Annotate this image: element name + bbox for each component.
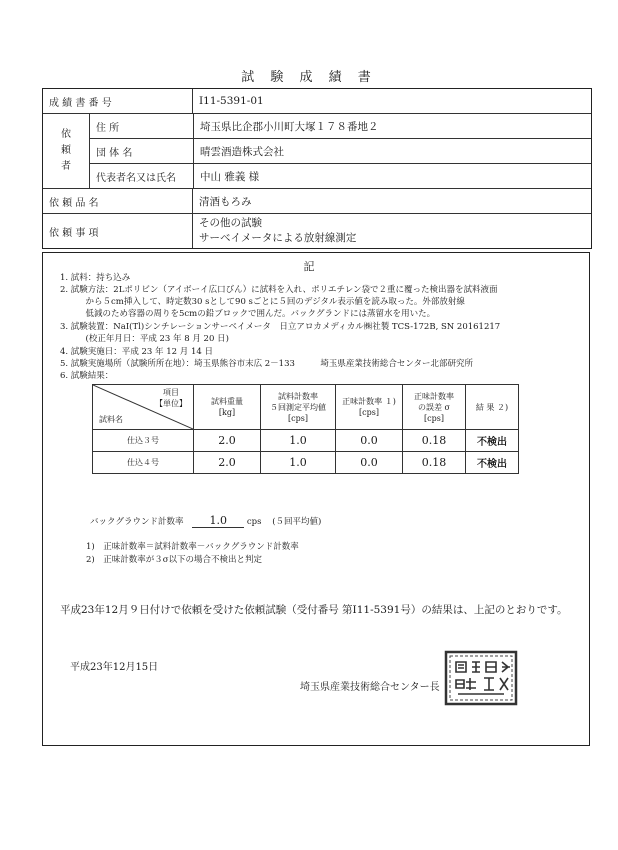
report-number-value: I11-5391-01 [199,95,264,107]
item-row [43,189,591,214]
row-2-result: 不検出 [466,452,519,474]
diag-item-label: 項目 [163,388,179,397]
org-row [90,139,591,164]
matter-label: 依 頼 事 項 [43,214,193,248]
row-1-rate: 1.0 [261,430,336,452]
row-1-net: 0.0 [336,430,403,452]
row-1-error: 0.18 [403,430,466,452]
report-number-label: 成 績 書 番 号 [43,89,193,113]
org-label: 団 体 名 [90,139,194,163]
item-2-line2: から５cm挿入して、時定数30 sとして90 sごとに５回のデジタル表示値を読み取った。外部放射線 [60,297,465,307]
item-5: 5. 試験実施場所（試験所所在地）：埼玉県熊谷市末広 2－133 埼玉県産業技術総合センター北部研究所 [60,359,474,369]
results-header-row [93,385,519,430]
diag-sample-label: 試料名 [99,415,123,424]
header-weight: 試料重量 [kg] [194,385,261,430]
background-unit: cps [246,517,262,527]
address-row [90,114,591,139]
row-1-weight: 2.0 [194,430,261,452]
table-row [93,452,519,474]
background-note: (５回平均値) [272,517,322,527]
matter-row [43,214,591,248]
row-1-name: 仕込３号 [93,430,194,452]
ki-heading: 記 [303,260,315,273]
background-line [90,514,321,528]
footnote-1: 1) 正味計数率＝試料計数率－バックグラウンド計数率 [86,542,299,552]
conclusion-text: 平成23年12月９日付けで依頼を受けた依頼試験（受付番号 第I11-5391号）の結果は、上記のとおりです。 [60,604,568,616]
item-3-line1: 3. 試験装置：NaI(Tl)シンチレーションサーベイメータ 日立アロカメディカル㈱社製 TCS-172B, SN 20161217 [60,322,501,332]
row-1-result: 不検出 [466,430,519,452]
header-error: 正味計数率 の誤差 σ [cps] [403,385,466,430]
row-2-name: 仕込４号 [93,452,194,474]
row-2-rate: 1.0 [261,452,336,474]
address-label: 住 所 [90,114,194,138]
row-2-error: 0.18 [403,452,466,474]
item-2-line1: 2. 試験方法：2Lポリビン（アイボーイ広口びん）に試料を入れ、ポリエチレン袋で２重に覆った検出器を試料液面 [60,285,498,295]
header-result: 結 果 ２) [466,385,519,430]
requester-label: 依 頼 者 [43,114,90,188]
row-2-net: 0.0 [336,452,403,474]
rep-label: 代表者名又は氏名 [90,164,194,188]
rep-value: 中山 雅義 様 [200,170,260,183]
row-2-weight: 2.0 [194,452,261,474]
background-label: バックグラウンド計数率 [90,517,184,527]
matter-value: その他の試験 サーベイメータによる放射線測定 [199,217,357,244]
item-3-line2: (校正年月日：平成 23 年 8 月 20 日) [60,334,229,344]
rep-row [90,164,591,188]
diag-unit-label: 【単位】 [155,399,187,408]
item-1: 1. 試料：持ち込み [60,273,131,283]
header-rate: 試料計数率 ５回測定平均値 [cps] [261,385,336,430]
address-value: 埼玉県比企郡小川町大塚１７８番地２ [200,120,379,133]
header-net: 正味計数率 １) [cps] [336,385,403,430]
item-label: 依 頼 品 名 [43,189,193,213]
table-row [93,430,519,452]
item-2-line3: 低減のため容器の周りを5cmの鉛ブロックで囲んだ。バックグランドには蒸留水を用いた。 [60,309,436,319]
background-value: 1.0 [192,514,244,528]
item-value: 清酒もろみ [199,195,252,208]
item-6: 6. 試験結果： [60,371,114,381]
requester-group [43,114,591,189]
document-title: 試 験 成 績 書 [241,70,377,85]
item-4: 4. 試験実施日：平成 23 年 12 月 14 日 [60,347,213,357]
info-table [42,88,592,249]
official-seal-icon [444,650,518,706]
results-table [92,384,519,474]
issuer-name: 埼玉県産業技術総合センター長 [300,682,440,693]
org-value: 晴雲酒造株式会社 [200,145,284,158]
footnote-2: 2) 正味計数率が３σ以下の場合不検出と判定 [86,555,263,565]
diag-header-cell [93,385,194,430]
report-number-row [43,89,591,114]
issue-date: 平成23年12月15日 [70,662,159,673]
